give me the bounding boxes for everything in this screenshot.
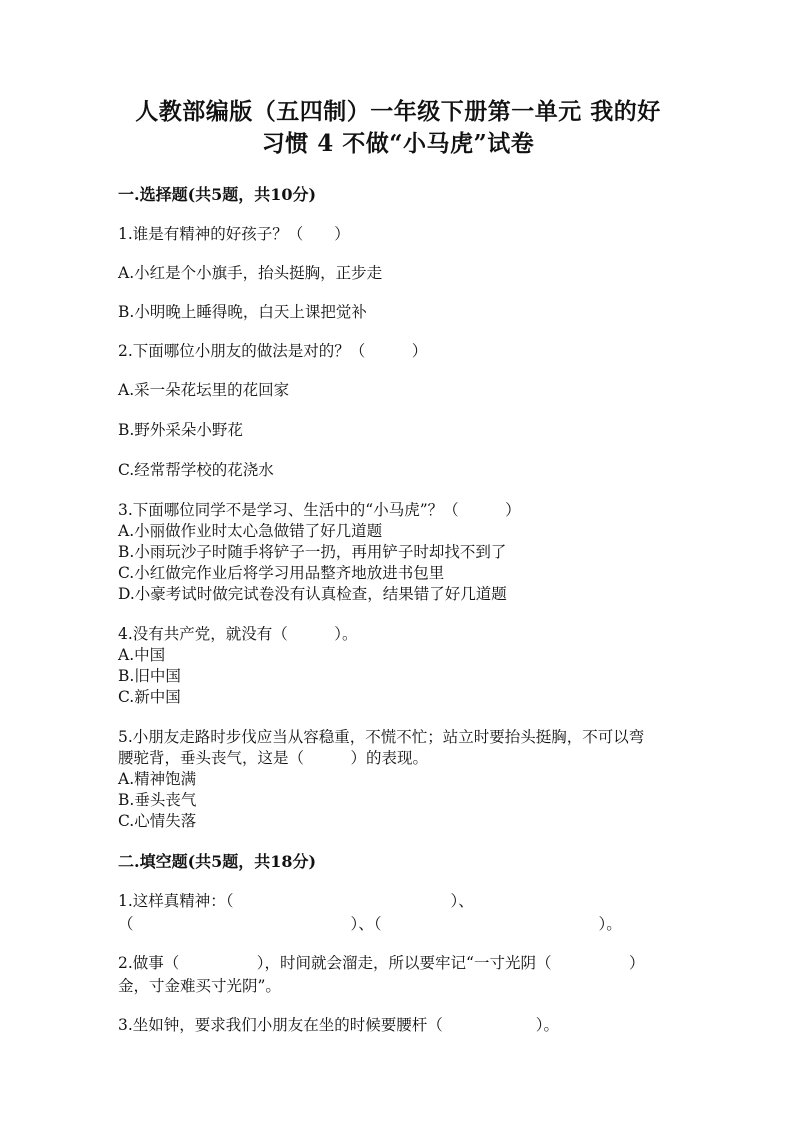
option-a: A.小红是个小旗手，抬头挺胸，正步走 xyxy=(118,264,383,282)
option-c: C.心情失落 xyxy=(118,812,197,830)
question-stem-line-2: 腰驼背，垂头丧气，这是（ ）的表现。 xyxy=(118,749,429,767)
question-1-5 xyxy=(118,727,678,832)
question-1-3 xyxy=(118,500,678,605)
fill-line-2: 金，寸金难买寸光阴”。 xyxy=(118,977,281,995)
option-a: A.采一朵花坛里的花回家 xyxy=(118,381,290,399)
option-c: C.小红做完作业后将学习用品整齐地放进书包里 xyxy=(118,564,445,582)
question-2-3 xyxy=(118,1015,678,1036)
question-stem: 1.谁是有精神的好孩子？（ ） xyxy=(118,225,350,243)
question-1-1 xyxy=(118,224,678,323)
option-b: B.垂头丧气 xyxy=(118,791,197,809)
question-2-2 xyxy=(118,953,678,997)
fill-line-1: 1.这样真精神：（ ）、 xyxy=(118,892,474,910)
fill-line-1: 3.坐如钟，要求我们小朋友在坐的时候要腰杆（ ）。 xyxy=(118,1016,560,1034)
fill-line-1: 2.做事（ ），时间就会溜走，所以要牢记“一寸光阴（ ） xyxy=(118,954,645,972)
option-a: A.精神饱满 xyxy=(118,770,197,788)
question-stem: 2.下面哪位小朋友的做法是对的？（ ） xyxy=(118,342,428,360)
option-b: B.旧中国 xyxy=(118,667,181,685)
question-stem: 4.没有共产党，就没有（ ）。 xyxy=(118,625,358,643)
option-b: B.小雨玩沙子时随手将铲子一扔，再用铲子时却找不到了 xyxy=(118,543,507,561)
fill-line-2: （ ）、（ ）。 xyxy=(118,915,622,933)
option-c: C.新中国 xyxy=(118,688,181,706)
option-b: B.野外采朵小野花 xyxy=(118,421,243,439)
exam-title-line-2: 习惯 4 不做“小马虎”试卷 xyxy=(261,130,535,157)
question-stem: 3.下面哪位同学不是学习、生活中的“小马虎”？（ ） xyxy=(118,501,521,519)
question-1-4 xyxy=(118,624,678,708)
option-d: D.小豪考试时做完试卷没有认真检查，结果错了好几道题 xyxy=(118,585,507,603)
exam-page xyxy=(118,96,678,1036)
section-1-heading: 一.选择题(共5题，共10分) xyxy=(118,185,317,204)
question-1-2 xyxy=(118,341,678,481)
exam-title-line-1: 人教部编版（五四制）一年级下册第一单元 我的好 xyxy=(135,98,661,125)
exam-title xyxy=(118,96,678,160)
option-a: A.中国 xyxy=(118,646,166,664)
option-a: A.小丽做作业时太心急做错了好几道题 xyxy=(118,522,383,540)
question-stem-line-1: 5.小朋友走路时步伐应当从容稳重，不慌不忙；站立时要抬头挺胸，不可以弯 xyxy=(118,728,645,746)
option-c: C.经常帮学校的花浇水 xyxy=(118,461,274,479)
question-2-1 xyxy=(118,891,678,935)
section-2-heading: 二.填空题(共5题，共18分) xyxy=(118,852,317,871)
option-b: B.小明晚上睡得晚，白天上课把觉补 xyxy=(118,303,367,321)
